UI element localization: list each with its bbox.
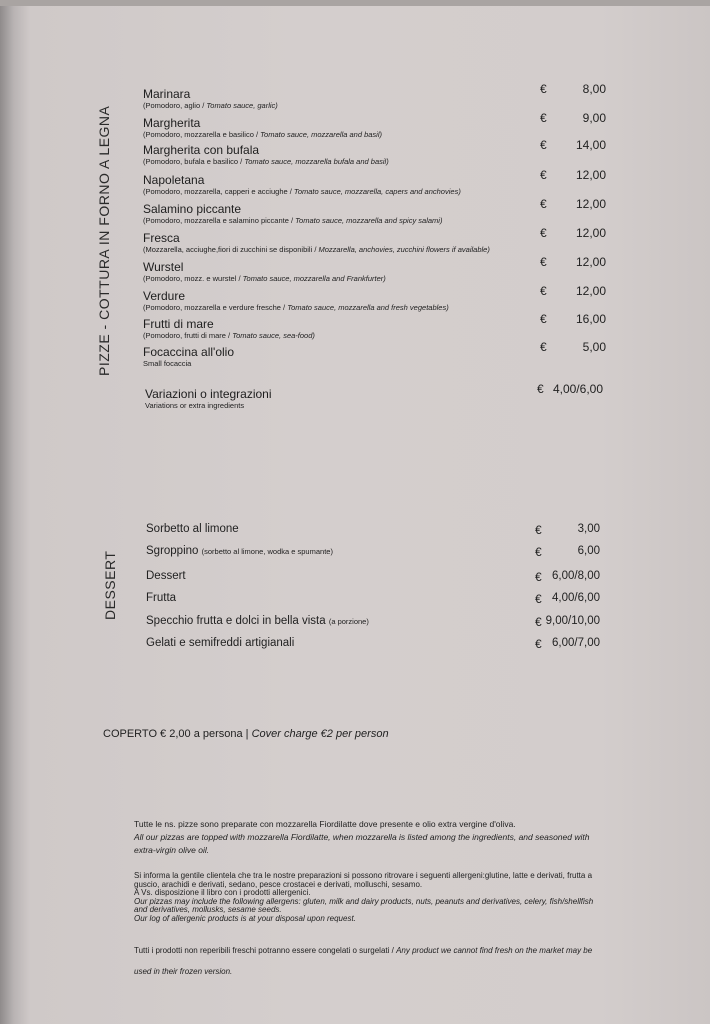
pizza-section-title: PIZZE - COTTURA IN FORNO A LEGNA xyxy=(96,105,112,376)
pizza-desc-it: (Pomodoro, mozz. e wurstel / xyxy=(143,274,243,283)
pizza-desc xyxy=(143,101,623,110)
pizza-desc xyxy=(143,157,623,166)
pizza-desc xyxy=(143,216,623,225)
pizza-price: 16,00 xyxy=(575,312,606,326)
note-allergens-it: Si informa la gentile clientela che tra le nostre preparazioni si possono ritrovare i seguenti allergeni:glutine, latte e derivati, frutta a guscio, arachidi e derivati, sedano, pesce crostacei e derivati, molluschi, sesamo. xyxy=(134,871,593,889)
currency-symbol: € xyxy=(535,592,542,606)
pizza-name: Fresca xyxy=(143,231,180,245)
cover-charge-it: COPERTO € 2,00 a persona | xyxy=(103,728,252,740)
currency-symbol: € xyxy=(540,138,547,152)
note-frozen-en: Any product we cannot find fresh on the market may be used in their frozen version. xyxy=(134,946,593,976)
currency-symbol: € xyxy=(540,312,547,326)
pizza-price: 12,00 xyxy=(575,226,606,240)
dessert-name: Specchio frutta e dolci in bella vista xyxy=(146,615,329,627)
pizza-name: Focaccina all'olio xyxy=(143,345,235,359)
pizza-desc-it: (Pomodoro, mozzarella e basilico / xyxy=(143,130,261,139)
pizza-desc-it: (Mozzarella, acciughe,fiori di zucchini se disponibili / xyxy=(143,245,319,254)
pizza-price: 12,00 xyxy=(575,197,606,211)
note-frozen-it: Tutti i prodotti non reperibili freschi potranno essere congelati o surgelati / xyxy=(134,946,397,955)
pizza-name: Marinara xyxy=(143,87,191,101)
pizza-desc-en: Tomato sauce, mozzarella bufala and basil) xyxy=(244,157,389,166)
currency-symbol: € xyxy=(540,255,547,269)
pizza-price: 12,00 xyxy=(575,255,606,269)
currency-symbol: € xyxy=(540,340,547,354)
pizza-name: Frutti di mare xyxy=(143,317,214,331)
currency-symbol: € xyxy=(535,637,542,651)
pizza-desc xyxy=(143,187,623,196)
pizza-desc-en: Tomato sauce, sea-food) xyxy=(232,331,315,340)
cover-charge xyxy=(103,728,389,740)
dessert-item xyxy=(146,637,294,649)
page-top-edge xyxy=(0,0,710,6)
pizza-price: 4,00/6,00 xyxy=(552,382,603,396)
dessert-price: 9,00/10,00 xyxy=(545,615,600,627)
pizza-name: Margherita xyxy=(143,116,201,130)
pizza-price: 12,00 xyxy=(575,284,606,298)
dessert-item xyxy=(146,523,239,535)
pizza-name: Wurstel xyxy=(143,260,184,274)
dessert-name: Dessert xyxy=(146,570,186,582)
dessert-price: 4,00/6,00 xyxy=(552,592,600,604)
pizza-desc-it: Small focaccia xyxy=(143,359,192,368)
dessert-price: 6,00 xyxy=(577,545,600,557)
dessert-item xyxy=(146,615,369,627)
pizza-desc-it: (Pomodoro, frutti di mare / xyxy=(143,331,233,340)
pizza-price: 9,00 xyxy=(582,111,606,125)
cover-charge-en: Cover charge €2 per person xyxy=(251,728,389,740)
note-allergens xyxy=(134,872,604,923)
pizza-desc-it: (Pomodoro, mozzarella e salamino piccante / xyxy=(143,216,296,225)
pizza-price: 5,00 xyxy=(582,340,606,354)
pizza-name: Napoletana xyxy=(143,173,205,187)
pizza-name: Verdure xyxy=(143,289,186,303)
currency-symbol: € xyxy=(540,226,547,240)
currency-symbol: € xyxy=(537,382,544,396)
dessert-item xyxy=(146,592,176,604)
pizza-desc xyxy=(143,245,623,254)
pizza-desc xyxy=(143,274,623,283)
note-allergens-en: Our pizzas may include the following allergens: gluten, milk and dairy products, nuts, peanuts and derivatives, celery, fish/shellfish and derivatives, mollusks, sesame seeds. xyxy=(134,896,594,914)
pizza-name: Salamino piccante xyxy=(143,202,242,216)
currency-symbol: € xyxy=(540,168,547,182)
pizza-desc xyxy=(143,359,623,368)
note-mozzarella-it: Tutte le ns. pizze sono preparate con mozzarella Fiordilatte dove presente e olio extra vergine d'oliva. xyxy=(134,819,516,829)
pizza-desc-it: (Pomodoro, mozzarella, capperi e acciughe / xyxy=(143,187,294,196)
dessert-price: 6,00/7,00 xyxy=(552,637,600,649)
pizza-name: Margherita con bufala xyxy=(143,143,260,157)
dessert-item xyxy=(146,545,333,557)
note-allergens-en2: Our log of allergenic products is at your disposal upon request. xyxy=(134,913,356,923)
dessert-name: Sgroppino xyxy=(146,545,202,557)
dessert-name: Gelati e semifreddi artigianali xyxy=(146,637,295,649)
pizza-desc-en: Tomato sauce, mozzarella and basil) xyxy=(260,130,383,139)
pizza-desc-it: (Pomodoro, mozzarella e verdure fresche / xyxy=(143,303,288,312)
pizza-desc-en: Tomato sauce, garlic) xyxy=(206,101,278,110)
dessert-section-title: DESSERT xyxy=(102,550,118,620)
dessert-name: Sorbetto al limone xyxy=(146,523,239,535)
pizza-price: 12,00 xyxy=(575,168,606,182)
currency-symbol: € xyxy=(540,82,547,96)
note-frozen xyxy=(134,940,604,982)
pizza-price: 14,00 xyxy=(575,138,606,152)
pizza-desc xyxy=(145,401,623,410)
pizza-desc-it: (Pomodoro, bufala e basilico / xyxy=(143,157,245,166)
dessert-note: (sorbetto al limone, wodka e spumante) xyxy=(201,547,333,556)
pizza-desc-en: Tomato sauce, mozzarella and Frankfurter) xyxy=(242,274,386,283)
note-mozzarella xyxy=(134,818,604,857)
pizza-price: 8,00 xyxy=(582,82,606,96)
currency-symbol: € xyxy=(540,111,547,125)
pizza-desc-en: Tomato sauce, mozzarella and fresh vegetables) xyxy=(287,303,449,312)
currency-symbol: € xyxy=(535,523,542,537)
currency-symbol: € xyxy=(540,284,547,298)
pizza-desc-en: Tomato sauce, mozzarella and spicy salami) xyxy=(295,216,443,225)
currency-symbol: € xyxy=(535,570,542,584)
currency-symbol: € xyxy=(535,615,542,629)
dessert-price: 6,00/8,00 xyxy=(552,570,600,582)
pizza-desc-en: Mozzarella, anchovies, zucchini flowers if available) xyxy=(318,245,490,254)
dessert-note: (a porzione) xyxy=(328,617,369,626)
pizza-desc-en: Tomato sauce, mozzarella, capers and anchovies) xyxy=(293,187,461,196)
pizza-desc-it: Variations or extra ingredients xyxy=(145,401,245,410)
currency-symbol: € xyxy=(535,545,542,559)
dessert-name: Frutta xyxy=(146,592,177,604)
dessert-item xyxy=(146,570,186,582)
pizza-name: Variazioni o integrazioni xyxy=(145,387,272,401)
currency-symbol: € xyxy=(540,197,547,211)
note-mozzarella-en: All our pizzas are topped with mozzarella Fiordilatte, when mozzarella is listed among the ingredients, and seasoned with extra-virgin olive oil. xyxy=(134,832,590,855)
pizza-desc xyxy=(143,331,623,340)
pizza-desc xyxy=(143,303,623,312)
dessert-price: 3,00 xyxy=(577,523,600,535)
note-allergens-it2: A Vs. disposizione il libro con i prodotti allergenici. xyxy=(134,888,311,897)
pizza-desc-it: (Pomodoro, aglio / xyxy=(143,101,207,110)
